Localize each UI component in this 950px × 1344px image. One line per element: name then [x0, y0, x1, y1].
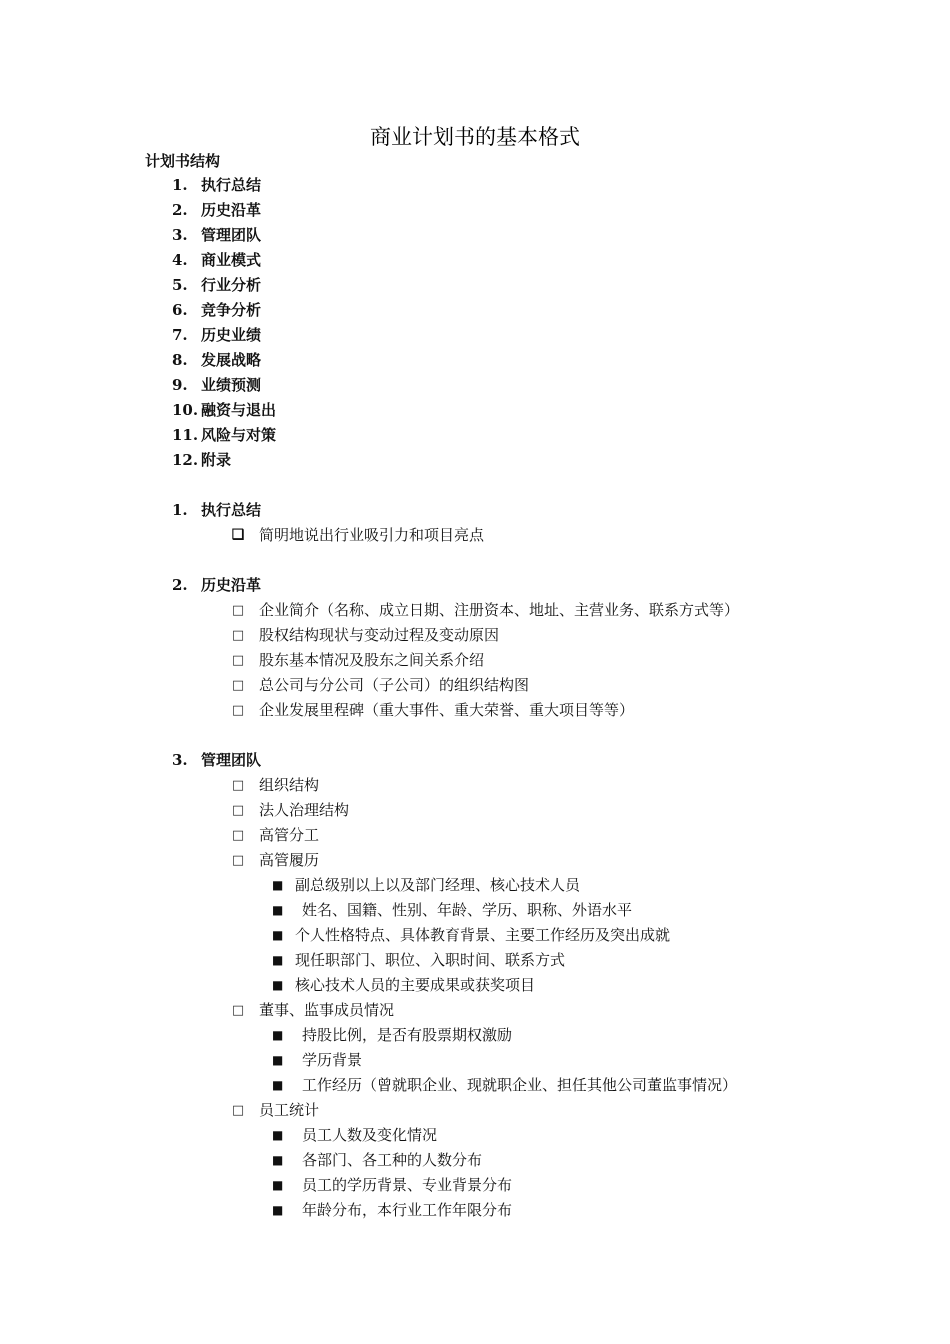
square-bullet-icon: □ — [231, 778, 245, 793]
item-label: 各部门、各工种的人数分布 — [302, 1151, 483, 1169]
item-label: 业绩预测 — [201, 376, 262, 394]
item-label: 法人治理结构 — [259, 801, 350, 819]
square-bullet-icon: □ — [231, 603, 245, 618]
page-title: 商业计划书的基本格式 — [370, 125, 580, 149]
item-number: 12. — [172, 451, 199, 469]
filled-square-bullet-icon: ■ — [272, 953, 284, 967]
item-number: 4. — [172, 251, 188, 269]
item-label: 简明地说出行业吸引力和项目亮点 — [259, 526, 485, 544]
item-label: 企业简介（名称、成立日期、注册资本、地址、主营业务、联系方式等） — [259, 601, 740, 619]
item-number: 1. — [172, 176, 188, 194]
square-bullet-icon: □ — [231, 678, 245, 693]
item-label: 融资与退出 — [201, 401, 277, 419]
square-bullet-icon: □ — [231, 803, 245, 818]
square-bullet-icon: □ — [231, 1103, 245, 1118]
item-label: 工作经历（曾就职企业、现就职企业、担任其他公司董监事情况） — [302, 1076, 738, 1094]
item-label: 副总级别以上以及部门经理、核心技术人员 — [295, 876, 581, 894]
item-label: 股权结构现状与变动过程及变动原因 — [259, 626, 500, 644]
item-number: 6. — [172, 301, 188, 319]
item-label: 风险与对策 — [201, 426, 277, 444]
filled-square-bullet-icon: ■ — [272, 1203, 284, 1217]
filled-square-bullet-icon: ■ — [272, 1178, 284, 1192]
item-label: 学历背景 — [302, 1051, 363, 1069]
item-label: 管理团队 — [201, 751, 262, 769]
item-number: 1. — [172, 501, 188, 519]
item-label: 附录 — [201, 451, 232, 469]
square-bullet-icon: □ — [231, 628, 245, 643]
item-label: 总公司与分公司（子公司）的组织结构图 — [259, 676, 530, 694]
filled-square-bullet-icon: ■ — [272, 928, 284, 942]
item-label: 竞争分析 — [201, 301, 262, 319]
item-label: 员工统计 — [259, 1101, 320, 1119]
filled-square-bullet-icon: ■ — [272, 1053, 284, 1067]
item-label: 商业模式 — [201, 251, 262, 269]
filled-square-bullet-icon: ■ — [272, 878, 284, 892]
item-label: 发展战略 — [201, 351, 262, 369]
item-label: 股东基本情况及股东之间关系介绍 — [259, 651, 485, 669]
item-label: 核心技术人员的主要成果或获奖项目 — [295, 976, 536, 994]
square-bullet-icon: □ — [231, 853, 245, 868]
item-label: 高管履历 — [259, 851, 320, 869]
item-label: 历史沿革 — [201, 201, 262, 219]
filled-square-bullet-icon: ■ — [272, 978, 284, 992]
square-bullet-icon: □ — [231, 703, 245, 718]
filled-square-bullet-icon: ■ — [272, 1078, 284, 1092]
item-label: 董事、监事成员情况 — [259, 1001, 395, 1019]
item-label: 个人性格特点、具体教育背景、主要工作经历及突出成就 — [295, 926, 671, 944]
item-label: 执行总结 — [201, 501, 262, 519]
item-label: 高管分工 — [259, 826, 320, 844]
item-label: 历史沿革 — [201, 576, 262, 594]
item-label: 组织结构 — [259, 776, 320, 794]
square-bullet-icon: □ — [231, 1003, 245, 1018]
item-label: 企业发展里程碑（重大事件、重大荣誉、重大项目等等） — [259, 701, 635, 719]
item-number: 2. — [172, 201, 188, 219]
item-label: 持股比例，是否有股票期权激励 — [302, 1026, 513, 1044]
filled-square-bullet-icon: ■ — [272, 1153, 284, 1167]
item-number: 3. — [172, 226, 188, 244]
filled-square-bullet-icon: ■ — [272, 1028, 284, 1042]
item-number: 3. — [172, 751, 188, 769]
item-number: 7. — [172, 326, 188, 344]
square-bullet-icon: □ — [231, 653, 245, 668]
item-number: 11. — [172, 426, 199, 444]
item-label: 管理团队 — [201, 226, 262, 244]
item-label: 员工人数及变化情况 — [302, 1126, 438, 1144]
item-number: 9. — [172, 376, 188, 394]
item-label: 姓名、国籍、性别、年龄、学历、职称、外语水平 — [302, 901, 633, 919]
item-label: 员工的学历背景、专业背景分布 — [302, 1176, 513, 1194]
filled-square-bullet-icon: ■ — [272, 903, 284, 917]
item-number: 10. — [172, 401, 199, 419]
item-label: 年龄分布，本行业工作年限分布 — [302, 1201, 513, 1219]
item-label: 执行总结 — [201, 176, 262, 194]
square-bullet-icon: □ — [231, 828, 245, 843]
item-label: 现任职部门、职位、入职时间、联系方式 — [295, 951, 566, 969]
item-number: 5. — [172, 276, 188, 294]
item-label: 行业分析 — [201, 276, 262, 294]
filled-square-bullet-icon: ■ — [272, 1128, 284, 1142]
toc-heading: 计划书结构 — [145, 152, 221, 170]
item-number: 8. — [172, 351, 188, 369]
item-label: 历史业绩 — [201, 326, 262, 344]
checkbox-bullet-icon: ❑ — [231, 527, 245, 543]
item-number: 2. — [172, 576, 188, 594]
